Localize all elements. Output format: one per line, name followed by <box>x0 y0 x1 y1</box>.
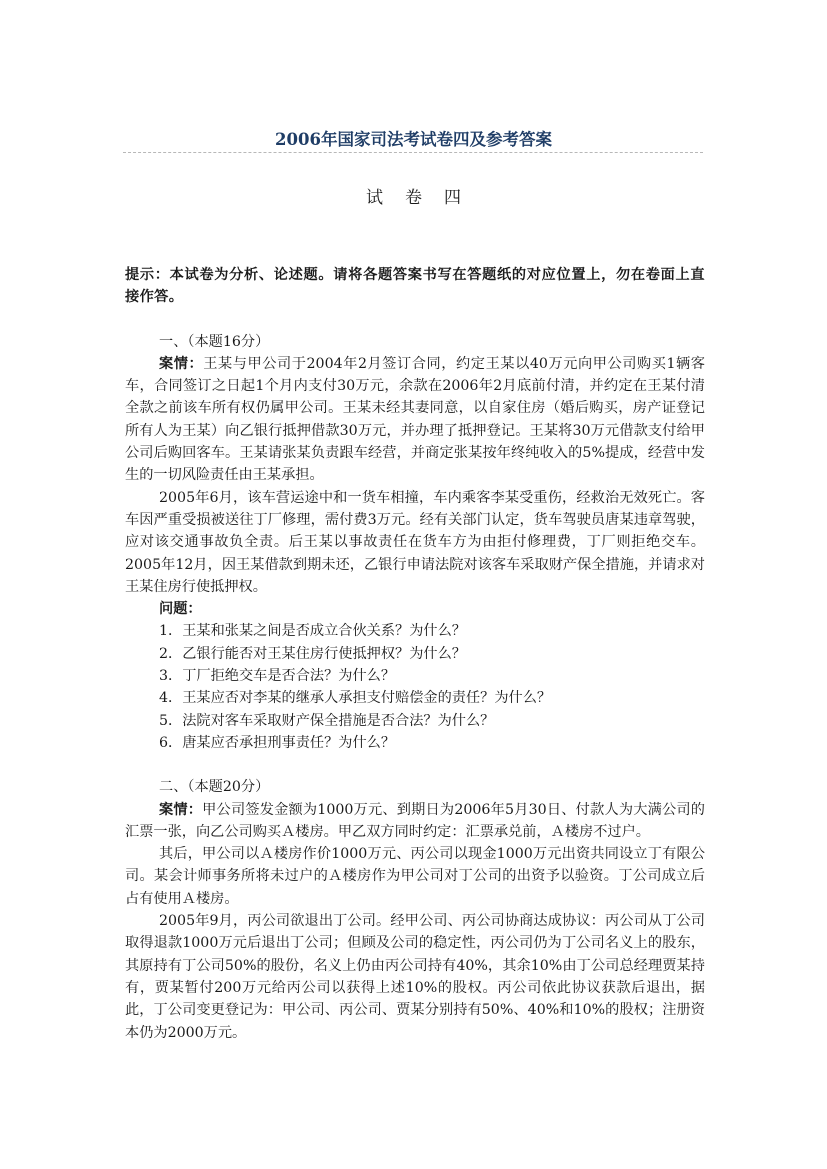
document-body <box>125 264 705 1044</box>
case-paragraph: 2005年9月，丙公司欲退出丁公司。经甲公司、丙公司协商达成协议：丙公司从丁公司取得退款1000万元后退出丁公司；但顾及公司的稳定性，丙公司仍为丁公司名义上的股东，其原持有丁公司50%的股份，名义上仍由丙公司持有40%，其余10%由丁公司总经理贾某持有，贾某暂付200万元给丙公司以获得上述10%的股权。丙公司依此协议获款后退出，据此，丁公司变更登记为：甲公司、丙公司、贾某分别持有50%、40%和10%的股权；注册资本仍为2000万元。 <box>125 913 705 1041</box>
spacer <box>125 309 705 331</box>
case-label: 案情： <box>159 355 204 372</box>
case-label: 案情： <box>159 801 203 818</box>
section-1 <box>125 331 705 755</box>
paper-name: 试卷四 <box>366 188 483 208</box>
question-item: 5．法院对客车采取财产保全措施是否合法？为什么？ <box>159 712 495 729</box>
case-paragraph <box>125 353 705 487</box>
case-text: 王某与甲公司于2004年2月签订合同，约定王某以40万元向甲公司购买1辆客车，合同签订之日起1个月内支付30万元，余款在2006年2月底前付清，并约定在王某付清全款之前该车所有权仍属甲公司。王某未经其妻同意，以自家住房（婚后购买，房产证登记所有人为王某）向乙银行抵押借款30万元，并办理了抵押登记。王某将30万元借款支付给甲公司后购回客车。王某请张某负责跟车经营，并商定张某按年终纯收入的5%提成，经营中发生的一切风险责任由王某承担。 <box>125 355 705 484</box>
section-2 <box>125 776 705 1044</box>
question-item: 1．王某和张某之间是否成立合伙关系？为什么？ <box>159 623 466 640</box>
question-item: 6．唐某应否承担刑事责任？为什么？ <box>159 734 396 751</box>
case-paragraph: 2005年6月，该车营运途中和一货车相撞，车内乘客李某受重伤，经救治无效死亡。客车因严重受损被送往丁厂修理，需付费3万元。经有关部门认定，货车驾驶员唐某违章驾驶，应对该交通事故负全责。后王某以事故责任在货车方为由拒付修理费，丁厂则拒绝交车。2005年12月，因王某借款到期未还，乙银行申请法院对该客车采取财产保全措施，并请求对王某住房行使抵押权。 <box>125 489 705 595</box>
question-item: 4．王某应否对李某的继承人承担支付赔偿金的责任？为什么？ <box>159 690 552 707</box>
case-paragraph <box>125 799 705 844</box>
case-paragraph: 其后，甲公司以Ａ楼房作价1000万元、丙公司以现金1000万元出资共同设立丁有限公司。某会计师事务所将未过户的Ａ楼房作为甲公司对丁公司的出资予以验资。丁公司成立后占有使用Ａ楼房。 <box>125 846 705 907</box>
notice-text: 提示：本试卷为分析、论述题。请将各题答案书写在答题纸的对应位置上，勿在卷面上直接作答。 <box>125 267 705 306</box>
document-title: 2006年国家司法考试卷四及参考答案 <box>275 130 552 149</box>
section-heading: 二、（本题20分） <box>159 779 270 796</box>
spacer <box>125 754 705 776</box>
question-item: 2．乙银行能否对王某住房行使抵押权？为什么？ <box>159 645 466 662</box>
questions-label: 问题： <box>159 601 202 618</box>
case-text: 甲公司签发金额为1000万元、到期日为2006年5月30日、付款人为大满公司的汇票一张，向乙公司购买Ａ楼房。甲乙双方同时约定：汇票承兑前，Ａ楼房不过户。 <box>125 801 705 840</box>
title-divider <box>123 152 703 153</box>
section-heading: 一、（本题16分） <box>159 333 270 350</box>
question-item: 3．丁厂拒绝交车是否合法？为什么？ <box>159 668 396 685</box>
